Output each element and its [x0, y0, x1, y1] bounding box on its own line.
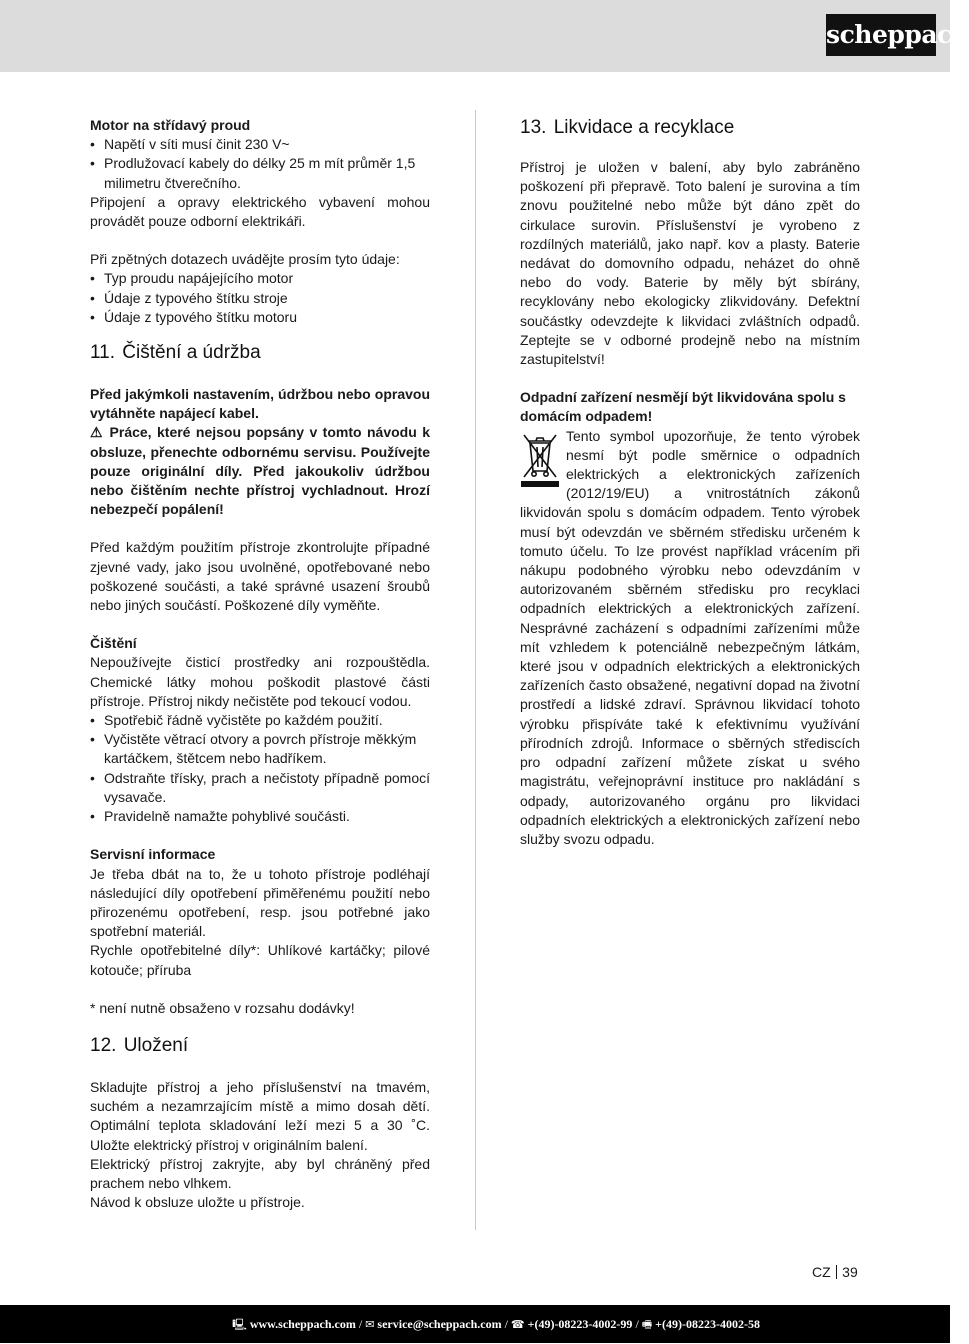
section-11-heading: [90, 341, 430, 365]
query-intro: Při zpětných dotazech uvádějte prosím tyto údaje:: [90, 251, 400, 268]
section-title: Uložení: [123, 1034, 189, 1056]
fax-icon: 🖷︎: [641, 1318, 653, 1331]
monitor-icon: 🖳︎: [232, 1318, 247, 1331]
list-item: • Odstraňte třísky, prach a nečistoty případně pomocí vysavače.: [90, 769, 430, 807]
column-divider: [475, 110, 476, 1230]
section-number: 11.: [90, 342, 116, 364]
storage-paragraph-3: Návod k obsluze uložte u přístroje.: [90, 1194, 305, 1211]
service-footnote: * není nutně obsaženo v rozsahu dodávky!: [90, 999, 355, 1016]
weee-title: Odpadní zařízení nesmějí být likvidována spolu s domácím odpadem!: [520, 389, 846, 425]
footer-email[interactable]: service@scheppach.com: [377, 1317, 502, 1331]
page-separator: [836, 1265, 838, 1279]
list-item: • Spotřebič řádně vyčistěte po každém použití.: [90, 711, 430, 730]
motor-list: [90, 135, 430, 193]
list-item: • Napětí v síti musí činit 230 V~: [90, 135, 430, 154]
motor-note: Připojení a opravy elektrického vybavení mohou provádět pouze odborní elektrikáři.: [90, 193, 430, 230]
weee-bin-icon: [520, 429, 560, 489]
cleaning-title: Čištění: [90, 635, 137, 652]
footer-web[interactable]: www.scheppach.com: [249, 1317, 356, 1331]
warning-triangle-icon: ⚠︎: [90, 424, 110, 441]
warning-service: [90, 423, 430, 519]
disposal-paragraph: Přístroj je uložen v balení, aby bylo zabráněno poškození při přepravě. Toto balení je surovina a tím znovu použitelné nebo může být dáno zpět do cirkulace surovin. Příslušenství je vyrobeno z rozdílných materiálů, jako např. kov a plasty. Baterie nedávat do domovního odpadu, neházet do ohně nebo do vody. Baterie by měly být sbírány, recyklovány nebo ekologicky zlikvidovány. Defektní součástky odevzdejte k likvidaci zvláštních odpadů. Zeptejte se v odborné prodejně nebo na místním zastupitelství!: [520, 159, 860, 368]
weee-text: Tento symbol upozorňuje, že tento výrobek nesmí být podle směrnice o odpadních elektrických a elektronických zařízeních (2012/19/EU) a vnitrostátních zákonů likvidován spolu s domácím odpadem. Tento výrobek musí být odevzdán ve sběrném středisku určeném k tomuto účelu. To lze provést například vrácením při nákupu podobného výrobku nebo odevzdáním v autorizovaném sběrném středisku pro recyklaci odpadních elektrických a elektronických zařízení. Nesprávné zacházení s odpadními zařízeními může mít vzhledem k potenciálně nebezpečným látkám, které jsou v odpadních elektrických a elektronických zařízeních často obsažené, negativní dopad na životní prostředí a lidské zdraví. Správnou likvidací tohoto výrobku přispíváte také k efektivnímu využívání přírodních zdrojů. Informace o sběrných střediscích pro odpadní zařízení můžete získat u svého magistrátu, veřejnoprávní instituce pro nakládání s odpady, autorizovaného orgánu pro likvidaci odpadních elektrických a elektronických zařízení nebo služby svozu odpadu.: [520, 427, 860, 847]
cleaning-text: Nepoužívejte čisticí prostředky ani rozpouštědla. Chemické látky mohou poškodit plastové části přístroje. Přístroj nikdy nečistěte pod tekoucí vodou.: [90, 654, 430, 709]
section-title: Čištění a údržba: [122, 342, 261, 364]
section-title: Likvidace a recyklace: [553, 117, 735, 138]
storage-paragraph-1: Skladujte přístroj a jeho příslušenství na tmavém, suchém a nezamrzajícím místě a mimo dosah dětí. Optimální teplota skladování leží mezi 5 a 30 ˚C. Uložte elektrický přístroj v originálním balení.: [90, 1078, 430, 1153]
list-item: • Údaje z typového štítku stroje: [90, 289, 430, 308]
weee-block: [520, 427, 860, 849]
page-number: [812, 1264, 858, 1280]
right-column: [520, 116, 860, 849]
section-number: 13.: [520, 117, 547, 138]
check-paragraph: Před každým použitím přístroje zkontrolujte případné zjevné vady, jako jsou uvolněné, opotřebované nebo poškozené součásti, a také správné usazení šroubů nebo jiných součástí. Poškozené díly vyměňte.: [90, 539, 430, 614]
storage-paragraph-2: Elektrický přístroj zakryjte, aby byl chráněný před prachem nebo vlhkem.: [90, 1155, 430, 1191]
service-text: Je třeba dbát na to, že u tohoto přístroje podléhají následující díly opotřebení přiměřenému použití nebo přirozenému opotřebení, resp. jsou potřebné jako spotřební materiál.: [90, 865, 430, 940]
left-column: [90, 116, 430, 1212]
page-lang: CZ: [812, 1264, 831, 1280]
warning-service-text: Práce, které nejsou popsány v tomto návodu k obsluze, přenechte odbornému servisu. Používejte pouze originální díly. Před jakoukoliv údržbou nebo čištěním nechte přístroj vychladnout. Hrozí nebezpečí popálení!: [90, 424, 430, 518]
list-item: • Vyčistěte větrací otvory a povrch přístroje měkkým kartáčkem, štětcem nebo hadříkem.: [90, 730, 430, 768]
list-item: • Typ proudu napájejícího motor: [90, 269, 430, 288]
mail-icon: ✉︎: [365, 1318, 375, 1331]
footer-bar: 🖳︎ www.scheppach.com / ✉︎ service@scheppach.com / ☎︎ +(49)-08223-4002-99 / 🖷︎ +(49)-08223-4002-58: [0, 1305, 950, 1343]
list-item: • Pravidelně namažte pohyblivé součásti.: [90, 807, 430, 826]
query-list: [90, 269, 430, 327]
cleaning-list: [90, 711, 430, 826]
header-bar: [0, 0, 969, 72]
warning-unplug: Před jakýmkoli nastavením, údržbou nebo opravou vytáhněte napájecí kabel.: [90, 386, 430, 422]
list-item: • Údaje z typového štítku motoru: [90, 308, 430, 327]
footer-phone: +(49)-08223-4002-99: [527, 1317, 633, 1331]
footer-fax: +(49)-08223-4002-58: [655, 1317, 760, 1331]
page-num: 39: [842, 1264, 858, 1280]
brand-logo: scheppach: [826, 14, 936, 56]
section-13-heading: [520, 116, 860, 140]
service-title: Servisní informace: [90, 846, 216, 863]
list-item: • Prodlužovací kabely do délky 25 m mít průměr 1,5 milimetru čtverečního.: [90, 154, 430, 192]
phone-icon: ☎︎: [510, 1318, 525, 1331]
motor-title: Motor na střídavý proud: [90, 117, 251, 133]
section-12-heading: [90, 1034, 430, 1058]
section-number: 12.: [90, 1034, 117, 1056]
service-parts: Rychle opotřebitelné díly*: Uhlíkové kartáčky; pilové kotouče; příruba: [90, 942, 430, 978]
